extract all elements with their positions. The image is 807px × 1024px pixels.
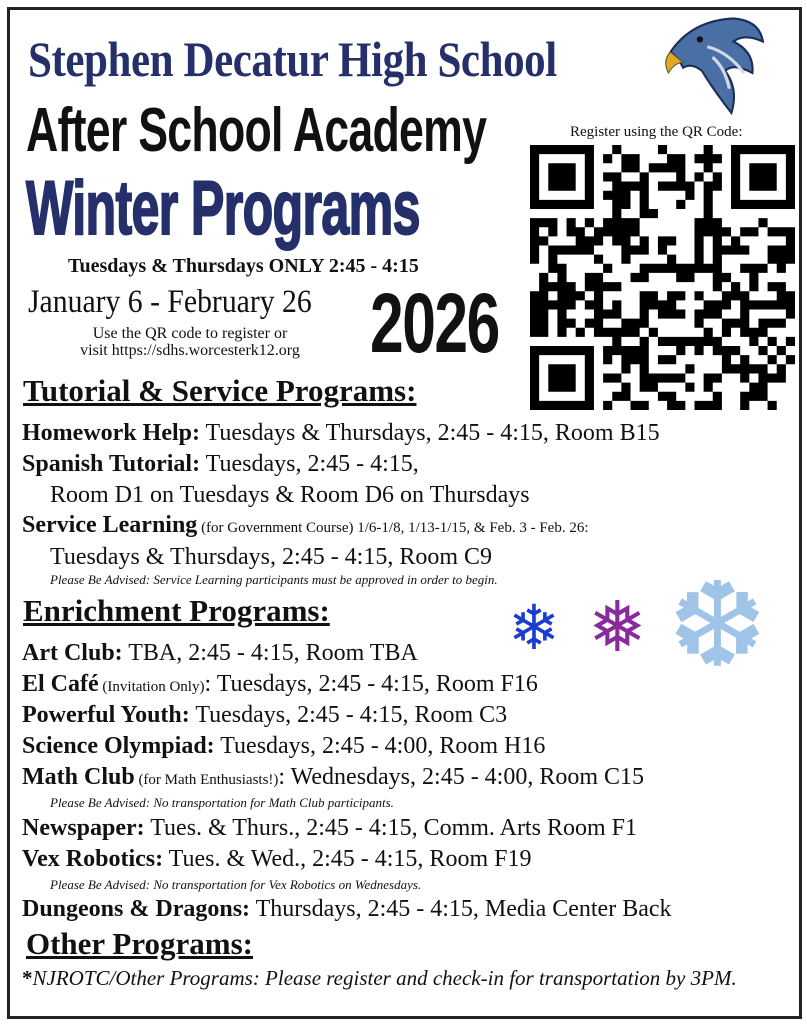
service-learning-advisory: Please Be Advised: Service Learning participants must be approved in order to begin. xyxy=(50,572,498,587)
snowflake-icon: ❄ xyxy=(508,595,560,663)
program-details: : Tuesdays, 2:45 - 4:15, Room F16 xyxy=(204,671,538,697)
njrotc-line xyxy=(22,966,737,991)
snowflake-icon: ❆ xyxy=(668,561,767,692)
program-title: After School Academy xyxy=(26,96,487,165)
register-instructions xyxy=(60,325,320,359)
qr-label: Register using the QR Code: xyxy=(570,124,743,140)
program-note: (Invitation Only) xyxy=(98,679,205,695)
el-cafe-line xyxy=(22,671,538,698)
asterisk: * xyxy=(22,966,33,990)
program-name: Spanish Tutorial: xyxy=(22,451,201,477)
program-details: Tuesdays & Thursdays, 2:45 - 4:15, Room B15 xyxy=(199,420,660,446)
program-details: Tuesdays, 2:45 - 4:00, Room H16 xyxy=(214,733,546,759)
program-name: Service Learning xyxy=(22,512,198,538)
registration-qr-code[interactable] xyxy=(530,145,795,410)
art-club-line xyxy=(22,640,418,667)
service-learning-schedule: Tuesdays & Thursdays, 2:45 - 4:15, Room C9 xyxy=(50,544,493,570)
other-programs-heading: Other Programs: xyxy=(26,926,253,961)
program-name: Newspaper: xyxy=(22,815,145,841)
tutorial-heading: Tutorial & Service Programs: xyxy=(23,373,417,408)
program-name: Dungeons & Dragons: xyxy=(22,896,251,922)
program-details: Tuesdays, 2:45 - 4:15, Room C3 xyxy=(189,702,508,728)
powerful-youth-line xyxy=(22,702,507,729)
program-details: Tues. & Thurs., 2:45 - 4:15, Comm. Arts Room F1 xyxy=(144,815,637,841)
program-name: Powerful Youth: xyxy=(22,702,190,728)
program-name: Math Club xyxy=(22,764,135,790)
date-range: January 6 - February 26 xyxy=(28,284,312,320)
program-note: (for Government Course) 1/6-1/8, 1/13-1/15, & Feb. 3 - Feb. 26: xyxy=(197,520,589,536)
year: 2026 xyxy=(370,276,499,370)
program-name: Vex Robotics: xyxy=(22,846,164,872)
newspaper-line xyxy=(22,815,637,842)
enrichment-heading: Enrichment Programs: xyxy=(23,593,330,628)
program-details: : Wednesdays, 2:45 - 4:00, Room C15 xyxy=(278,764,645,790)
service-learning-line xyxy=(22,512,589,539)
vex-robotics-line xyxy=(22,846,531,873)
program-name: El Café xyxy=(22,671,99,697)
snowflake-icon: ❅ xyxy=(588,590,647,667)
math-club-advisory: Please Be Advised: No transportation for Math Club participants. xyxy=(50,795,394,810)
science-olympiad-line xyxy=(22,733,545,760)
schedule-days: Tuesdays & Thursdays ONLY 2:45 - 4:15 xyxy=(68,255,419,277)
dungeons-dragons-line xyxy=(22,896,672,923)
season-title: Winter Programs xyxy=(26,166,420,251)
register-line-1: Use the QR code to register or xyxy=(92,325,288,342)
spanish-tutorial-line xyxy=(22,451,419,478)
math-club-line xyxy=(22,764,644,791)
program-note: (for Math Enthusiasts!) xyxy=(134,772,279,788)
njrotc-text: NJROTC/Other Programs: Please register and check-in for transportation by 3PM. xyxy=(32,966,737,990)
school-name: Stephen Decatur High School xyxy=(28,31,557,87)
vex-robotics-advisory: Please Be Advised: No transportation for Vex Robotics on Wednesdays. xyxy=(50,877,422,892)
program-details: Tues. & Wed., 2:45 - 4:15, Room F19 xyxy=(163,846,532,872)
homework-help-line xyxy=(22,420,660,447)
program-name: Art Club: xyxy=(22,640,123,666)
spanish-rooms: Room D1 on Tuesdays & Room D6 on Thursdays xyxy=(50,482,530,508)
program-name: Science Olympiad: xyxy=(22,733,215,759)
program-name: Homework Help: xyxy=(22,420,200,446)
program-details: Tuesdays, 2:45 - 4:15, xyxy=(200,451,419,477)
register-url[interactable]: visit https://sdhs.worcesterk12.org xyxy=(80,342,300,359)
eagle-mascot-logo xyxy=(660,10,765,115)
program-details: Thursdays, 2:45 - 4:15, Media Center Back xyxy=(250,896,672,922)
program-details: TBA, 2:45 - 4:15, Room TBA xyxy=(122,640,418,666)
qr-modules xyxy=(530,145,795,410)
